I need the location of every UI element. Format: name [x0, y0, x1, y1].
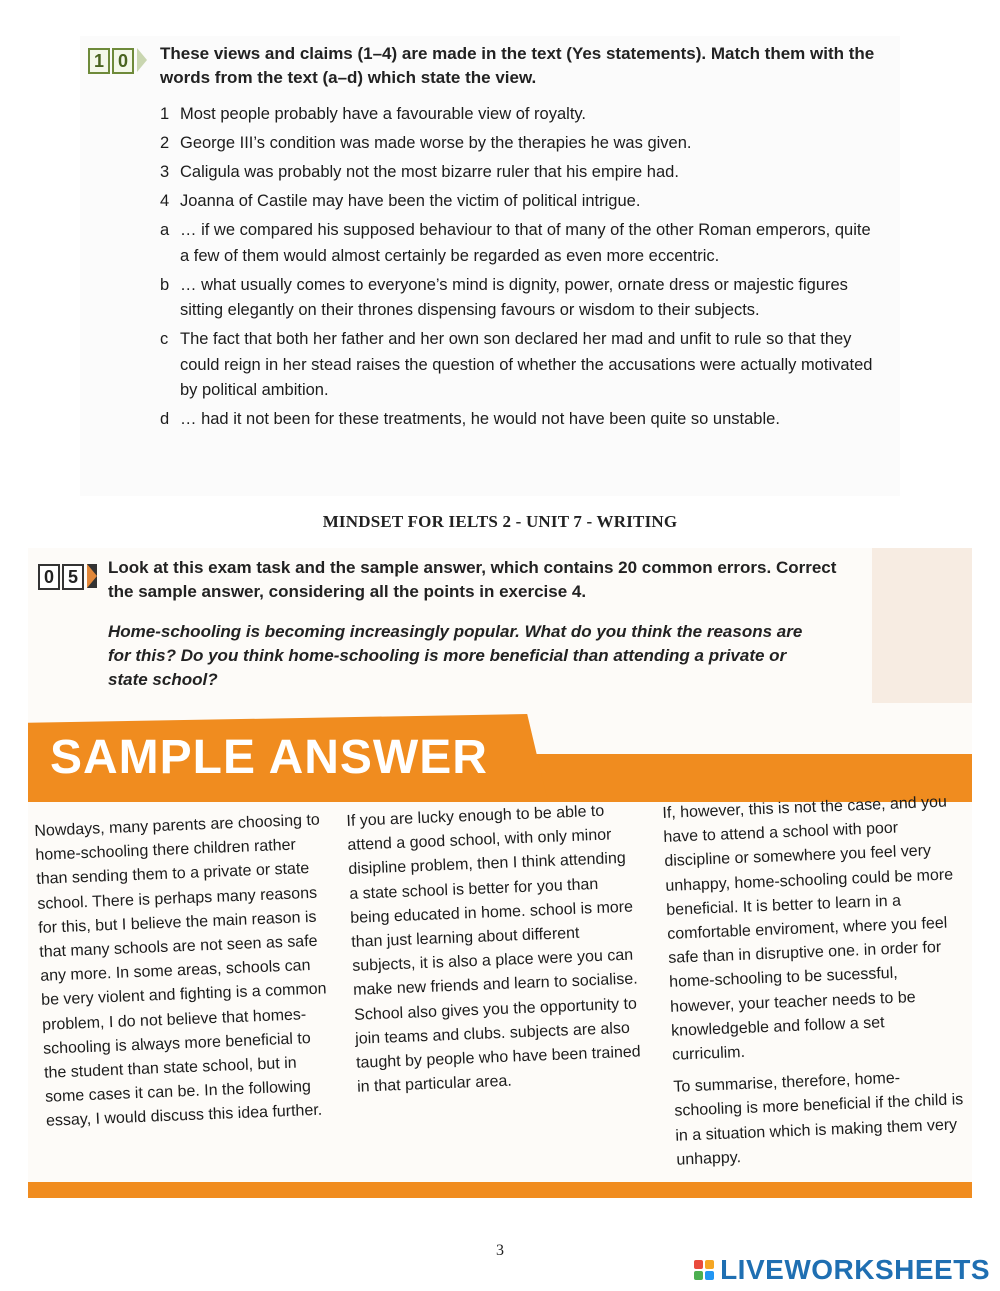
item-text: Most people probably have a favourable view of royalty.	[180, 105, 587, 123]
liveworksheets-logo[interactable]	[694, 1254, 990, 1286]
item-text: The fact that both her father and her own son declared her mad and unfit to rule so that they could reign in her stead raises the question of whether the accusations were actually motivated by political ambition.	[180, 330, 873, 399]
item-label: b	[160, 275, 170, 294]
statement-item	[160, 131, 880, 157]
quote-item	[160, 327, 880, 404]
answer-paragraph: Nowdays, many parents are choosing to home-schooling there children rather than sending them to a private or state school. There is perhaps many reasons for this, but I believe the main reason is that many schools are not seen as safe any more. In some areas, schools can be very violent and fighting is a common problem, I do not believe that homes-schooling is always more beneficial to the student than state school, but in some cases it can be. In the following essay, I would discuss this idea further.	[34, 811, 327, 1131]
item-label: 2	[160, 134, 170, 152]
item-label: d	[160, 410, 170, 428]
answer-paragraph: If, however, this is not the case, and you have to attend a school with poor discipline or somewhere you feel very unhappy, home-schooling could be more beneficial. It is better to learn in a comfortable enviroment, where you feel safe than in disruptive one. in order for home-schooling to be sucessful, however, your teacher needs to be knowledgeble and follow a set curriculim.	[662, 793, 954, 1064]
matching-items	[160, 102, 880, 436]
page-number: 3	[496, 1242, 504, 1259]
exercise-number-digit: 0	[38, 564, 60, 590]
exercise-05	[28, 548, 972, 1198]
exercise-number-badge	[88, 48, 149, 74]
item-text: … what usually comes to everyone’s mind is dignity, power, ornate dress or majestic figures sitting elegantly on their thrones dispensing favours or wisdom to their subjects.	[180, 275, 848, 319]
quote-item	[160, 273, 880, 324]
quote-item	[160, 407, 880, 433]
banner-title: SAMPLE ANSWER	[50, 731, 488, 784]
item-label: 4	[160, 192, 170, 210]
statement-item	[160, 102, 880, 128]
logo-icon	[694, 1260, 714, 1280]
item-label: 3	[160, 163, 170, 181]
item-text: Joanna of Castile may have been the victim of political intrigue.	[180, 192, 641, 210]
exercise-number-digit: 5	[62, 564, 84, 590]
item-label: c	[160, 330, 169, 348]
answer-column-1	[34, 808, 337, 1142]
item-label: a	[160, 221, 170, 239]
unit-title: MINDSET FOR IELTS 2 - UNIT 7 - WRITING	[322, 512, 678, 531]
arrow-icon	[87, 564, 97, 588]
exercise-instruction: Look at this exam task and the sample answer, which contains 20 common errors. Correct the sample answer, considering all the points in exercise 4.	[108, 558, 837, 601]
arrow-icon	[137, 48, 147, 72]
exercise-10	[80, 36, 900, 496]
item-text: … had it not been for these treatments, he would not have been quite so unstable.	[180, 410, 780, 428]
exercise-instruction: These views and claims (1–4) are made in the text (Yes statements). Match them with the words from the text (a–d) which state the view.	[160, 44, 875, 87]
quote-item	[160, 218, 880, 269]
sample-answer-columns	[28, 793, 972, 1182]
answer-column-3	[662, 790, 967, 1180]
item-text: … if we compared his supposed behaviour to that of many of the other Roman emperors, quite a few of them would almost certainly be regarded as even more eccentric.	[180, 221, 871, 265]
item-text: Caligula was probably not the most bizarre ruler that his empire had.	[180, 163, 679, 181]
decorative-panel	[872, 548, 972, 703]
answer-column-2	[346, 798, 648, 1108]
item-label: 1	[160, 105, 170, 123]
statement-item	[160, 189, 880, 215]
statement-item	[160, 160, 880, 186]
exercise-number-digit: 1	[88, 48, 110, 74]
essay-prompt: Home-schooling is becoming increasingly popular. What do you think the reasons are for this? Do you think home-schooling is more beneficial than attending a private or state school?	[108, 622, 803, 689]
exercise-number-badge	[38, 564, 99, 590]
answer-paragraph: If you are lucky enough to be able to attend a good school, with only minor disipline problem, then I think attending a state school is better for you than being educated in home. school is more than just learning about different subjects, it is also a place were you can make new friends and learn to socialise. School also gives you the opportunity to join teams and clubs. subjects are also taught by people who have been trained in that particular area.	[346, 802, 641, 1097]
logo-text: LIVEWORKSHEETS	[720, 1254, 990, 1285]
exercise-number-digit: 0	[112, 48, 134, 74]
orange-divider	[28, 1182, 972, 1198]
sample-answer-banner	[28, 714, 972, 802]
item-text: George III’s condition was made worse by the therapies he was given.	[180, 134, 692, 152]
answer-paragraph: To summarise, therefore, home-schooling is more beneficial if the child is in a situation which is making them very unhappy.	[673, 1069, 964, 1169]
